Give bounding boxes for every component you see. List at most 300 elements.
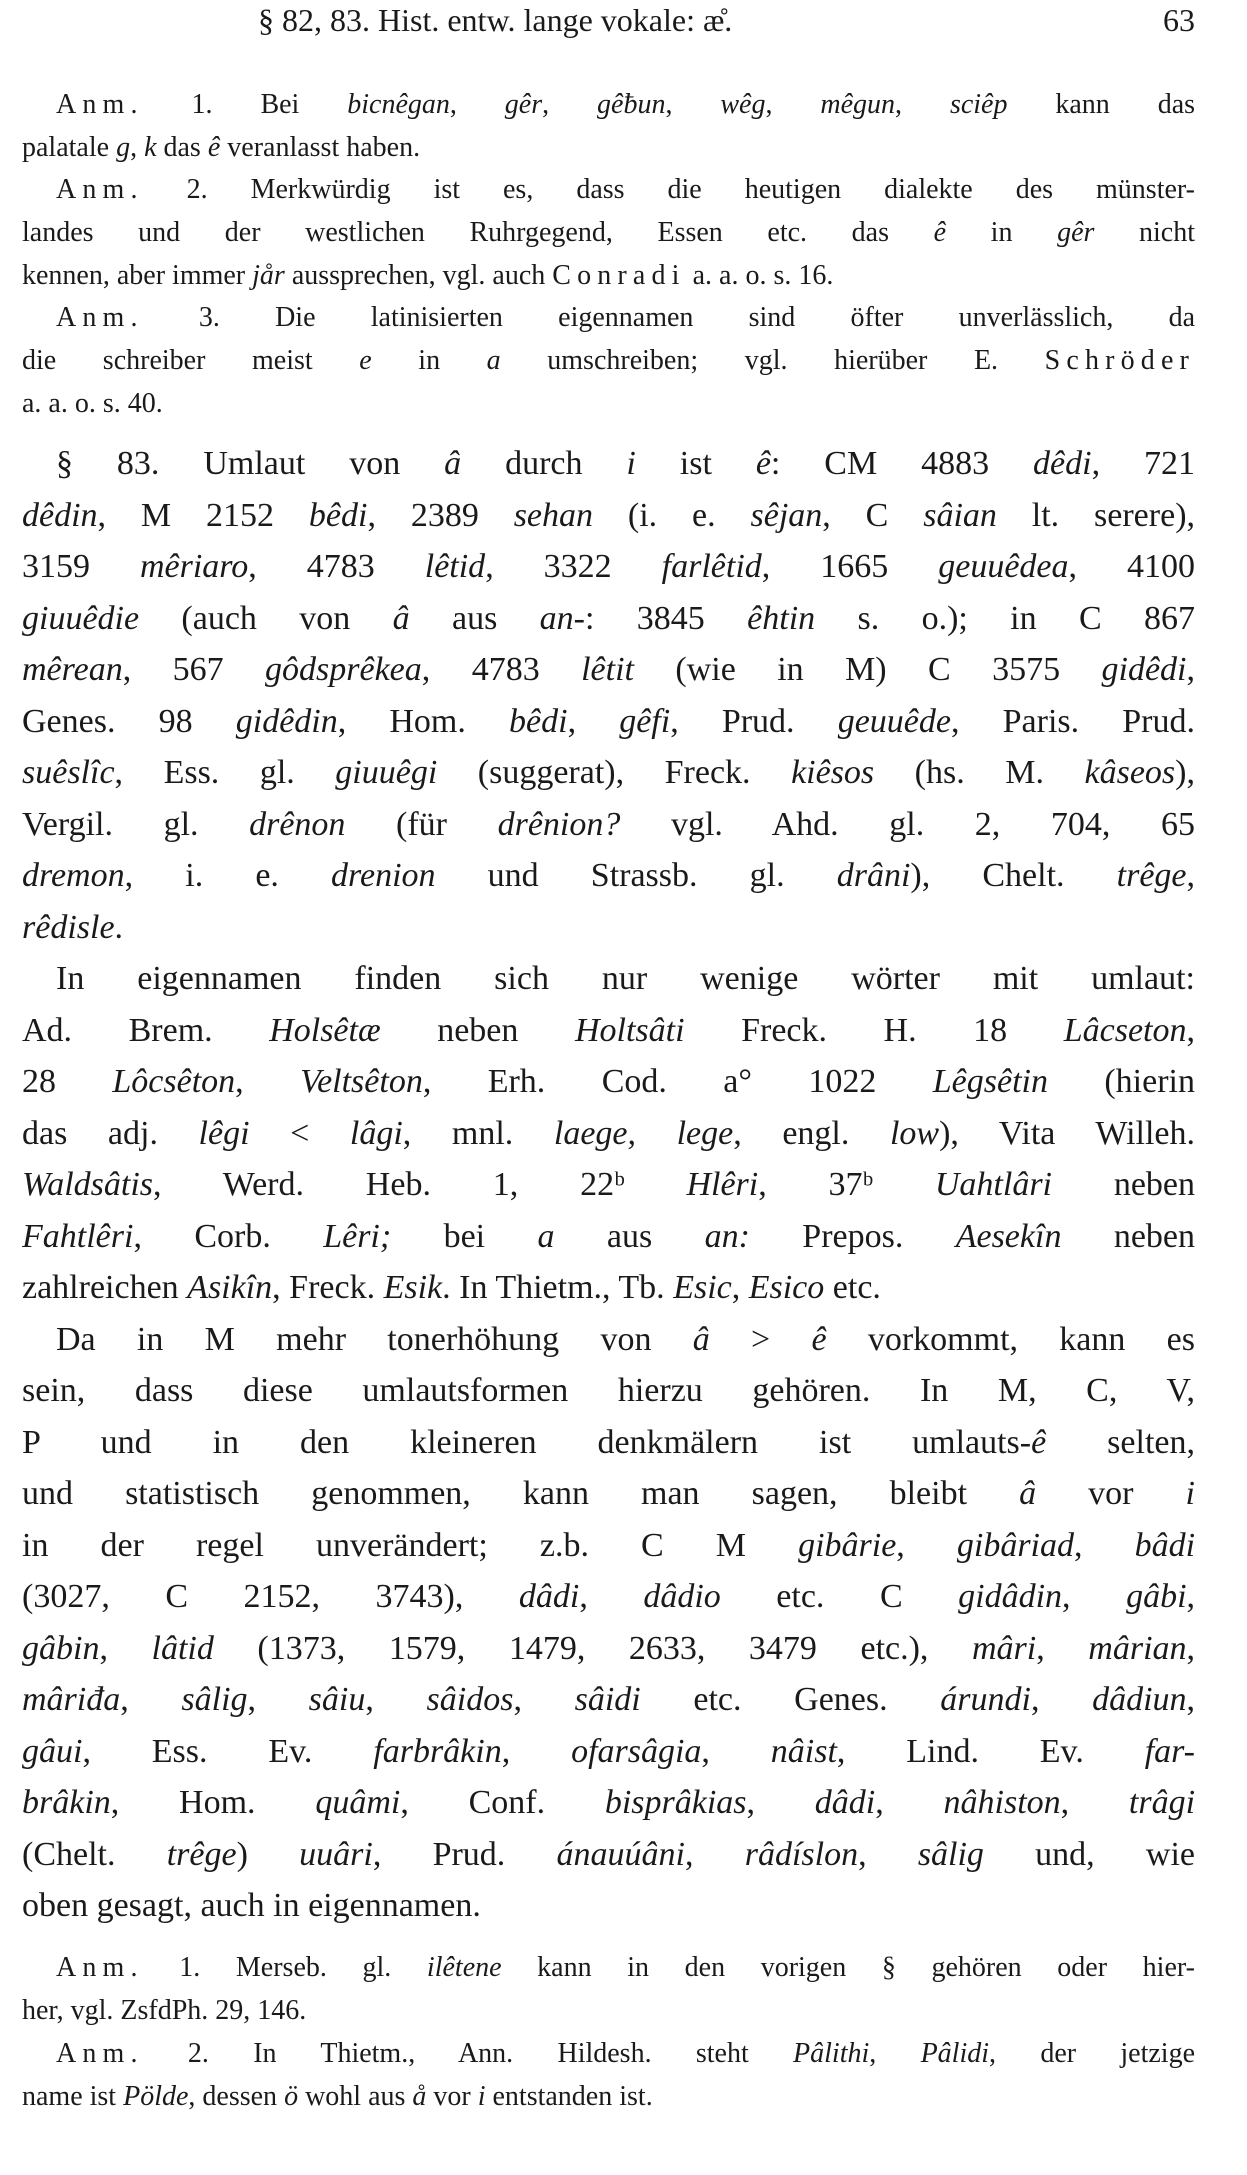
roman-text: . [114, 908, 124, 946]
spaced-text: Conradi [552, 259, 686, 291]
italic-word: far- [1144, 1732, 1195, 1770]
italic-word: dremon [22, 857, 125, 894]
roman-text: , [869, 2038, 921, 2069]
italic-word: Pâlidi [920, 2038, 990, 2069]
roman-text: s. o.); in C 867 [815, 599, 1195, 637]
text-line [22, 84, 1195, 127]
roman-text: und statistisch genommen, kann man sagen, bleibt [22, 1475, 1020, 1512]
roman-text: , 2389 [367, 496, 514, 534]
italic-word: â [1019, 1475, 1037, 1512]
italic-word: gâui [22, 1732, 83, 1770]
roman-text: entstanden ist. [485, 2081, 653, 2112]
roman-text: , [1030, 1681, 1093, 1718]
paragraph [22, 169, 1195, 297]
italic-word: bêdi [308, 496, 368, 534]
italic-word: geuuêde [837, 702, 951, 740]
roman-text: , Corb. [133, 1217, 324, 1255]
roman-text: , mnl. [402, 1114, 554, 1152]
roman-text: , [1186, 651, 1195, 688]
text-line [22, 1777, 1195, 1829]
roman-text: 1. Merseb. gl. [143, 1952, 427, 1983]
italic-word: dâdio [643, 1578, 721, 1615]
roman-text: , [1060, 1784, 1129, 1821]
roman-text: , [120, 1681, 182, 1718]
italic-word: nâhiston [943, 1784, 1061, 1821]
italic-word: k [144, 131, 157, 163]
italic-word: Lâcseton [1063, 1011, 1187, 1049]
text-line [22, 383, 1195, 426]
text-line [22, 1417, 1195, 1469]
italic-word: uuâri [299, 1835, 373, 1873]
roman-text: , [365, 1681, 427, 1718]
spaced-text: Anm. [56, 1952, 144, 1983]
roman-text: her, vgl. ZsfdPh. 29, 146. [22, 1995, 307, 2026]
italic-word: gêr [1057, 217, 1095, 249]
roman-text: palatale [22, 131, 117, 163]
italic-word: ê [207, 131, 221, 163]
roman-text: (1373, 1579, 1479, 2633, 3479 etc.), [213, 1629, 972, 1667]
text-line [22, 850, 1195, 902]
roman-text: , Paris. Prud. [950, 702, 1195, 740]
text-line [22, 799, 1195, 851]
italic-word: Lêri; [323, 1217, 392, 1255]
page-number: 63 [1163, 2, 1195, 38]
text-line [22, 1946, 1195, 1989]
roman-text: aussprechen, vgl. auch [284, 259, 553, 291]
roman-text: Ad. Brem. [22, 1011, 270, 1049]
roman-text: 2. Merkwürdig ist es, dass die heutigen dialekte des münster- [143, 174, 1195, 206]
text-line [22, 1314, 1195, 1366]
roman-text: ) [236, 1835, 300, 1873]
italic-word: â [444, 445, 462, 482]
roman-text: , [858, 1835, 918, 1873]
italic-word: bicnêgan [347, 89, 450, 120]
italic-word: brâkin [22, 1784, 111, 1821]
italic-word: sehan [513, 496, 594, 534]
italic-word: dêdin [22, 496, 98, 534]
roman-text: lt. serere), [996, 496, 1195, 534]
roman-text: , Hom. [337, 702, 510, 740]
text-line [22, 1056, 1195, 1108]
roman-text: Freck. H. 18 [684, 1011, 1064, 1049]
roman-text: , Prud. [372, 1835, 557, 1873]
roman-text: kann das [1007, 89, 1195, 120]
italic-word: gêƀun [597, 89, 666, 120]
italic-word: lâtid [151, 1629, 214, 1667]
italic-word: gidêdi [1101, 651, 1187, 688]
text-line [22, 212, 1195, 255]
spaced-text: Anm. [56, 89, 144, 120]
roman-text: , [895, 89, 950, 120]
roman-text: , [684, 1835, 745, 1873]
italic-word: árundi [940, 1681, 1031, 1718]
italic-word: ê [811, 1320, 827, 1358]
spaced-text: Anm. [56, 302, 144, 334]
italic-word: wêg [720, 89, 766, 120]
roman-text: , 37ᵇ [758, 1166, 935, 1203]
italic-word: Asikîn [187, 1269, 273, 1306]
italic-word: Aesekîn [955, 1217, 1062, 1255]
roman-text: (hs. M. [874, 754, 1085, 791]
roman-text: , [896, 1526, 957, 1564]
roman-text: kann in den vorigen § gehören oder hier- [501, 1952, 1195, 1983]
italic-word: gidêdin [235, 702, 338, 740]
text-line [22, 1829, 1195, 1881]
italic-word: bêdi [509, 702, 568, 740]
italic-word: Lêgsêtin [932, 1063, 1048, 1100]
roman-text: , Prud. [670, 702, 838, 740]
roman-text: , [513, 1681, 575, 1718]
roman-text: (suggerat), Freck. [437, 754, 792, 791]
italic-word: Lôcsêton [112, 1063, 236, 1100]
italic-word: mâriđa [22, 1681, 121, 1718]
italic-word: drênion? [497, 805, 621, 843]
roman-text: , [1074, 1526, 1135, 1564]
italic-word: Veltsêton [300, 1063, 423, 1100]
italic-word: bâdi [1134, 1526, 1195, 1564]
italic-word: gâbi [1126, 1578, 1187, 1615]
roman-text: das [156, 131, 208, 163]
italic-word: kâseos [1084, 754, 1176, 791]
text-line [22, 127, 1195, 170]
italic-word: drâni [836, 857, 911, 894]
text-line [22, 1005, 1195, 1057]
text-line [22, 438, 1195, 490]
roman-text: In eigennamen finden sich nur wenige wörter mit umlaut: [56, 960, 1195, 997]
italic-word: â [692, 1320, 710, 1358]
roman-text: , 567 [122, 651, 266, 688]
roman-text: , Conf. [400, 1784, 605, 1821]
italic-word: å [412, 2081, 427, 2112]
italic-word: sâiu [308, 1681, 366, 1718]
roman-text: , [449, 89, 505, 120]
text-line [22, 1520, 1195, 1572]
roman-text: , [765, 89, 821, 120]
italic-word: mêriaro [139, 548, 249, 585]
text-line [22, 593, 1195, 645]
italic-word: a [486, 345, 501, 377]
roman-text: , 3322 [485, 548, 662, 585]
text-line [22, 541, 1195, 593]
roman-text: < [249, 1114, 350, 1152]
roman-text: , [701, 1732, 771, 1770]
roman-text: (auch von [139, 599, 393, 637]
roman-text: und, wie [983, 1835, 1195, 1873]
roman-text: , 4783 [421, 651, 582, 688]
italic-word: suêslîc [22, 754, 115, 791]
roman-text: , 4783 [248, 548, 425, 585]
roman-text: (i. e. [593, 496, 751, 534]
italic-word: mêrean [22, 651, 123, 688]
text-line [22, 902, 1195, 954]
paragraph [22, 953, 1195, 1314]
roman-text: , [130, 131, 145, 163]
header-title: § 82, 83. Hist. entw. lange vokale: æ̊. [258, 2, 733, 38]
roman-text: a. a. o. s. 40. [22, 387, 163, 419]
italic-word: g [116, 131, 131, 163]
italic-word: râdíslon [744, 1835, 859, 1873]
roman-text: 1. Bei [143, 89, 348, 120]
italic-word: gêr [504, 89, 543, 120]
italic-word: i [1185, 1475, 1195, 1512]
roman-text: Genes. 98 [22, 702, 236, 740]
roman-text: , [247, 1681, 309, 1718]
roman-text: (wie in M) C 3575 [633, 651, 1102, 688]
roman-text: , [875, 1784, 944, 1821]
text-line [22, 1262, 1195, 1314]
running-header [22, 2, 1195, 46]
roman-text: Da in M mehr tonerhöhung von [56, 1320, 693, 1358]
roman-text: , [99, 1629, 152, 1667]
italic-word: ê [755, 445, 771, 482]
italic-word: ánauúâni [556, 1835, 685, 1873]
text-line [22, 169, 1195, 212]
italic-word: trêge [1116, 857, 1187, 894]
italic-word: dâdiun [1092, 1681, 1187, 1718]
italic-word: dâdi [518, 1578, 580, 1615]
text-line [22, 255, 1195, 298]
roman-text: aus [554, 1217, 705, 1255]
roman-text: und Strassb. gl. [435, 857, 837, 894]
roman-text: , 4100 [1068, 548, 1195, 585]
roman-text: die schreiber meist [22, 345, 360, 377]
roman-text: etc. C [720, 1578, 959, 1615]
text-line [22, 2032, 1195, 2075]
italic-word: Esik [383, 1269, 443, 1306]
italic-word: sâlig [917, 1835, 984, 1873]
paragraph [22, 438, 1195, 953]
italic-word: sâidos [426, 1681, 514, 1718]
roman-text: neben [1052, 1166, 1195, 1203]
roman-text: P und in den kleineren denkmälern ist umlauts- [22, 1423, 1032, 1461]
roman-text: zahlreichen [22, 1269, 188, 1306]
italic-word: dâdi [814, 1784, 876, 1821]
roman-text: , 721 [1091, 445, 1195, 482]
roman-text: a. a. o. s. 16. [685, 259, 834, 291]
text-line [22, 340, 1195, 383]
roman-text: (für [345, 805, 498, 843]
italic-word: drênon [249, 805, 346, 843]
italic-word: farbrâkin [373, 1732, 502, 1770]
roman-text: etc. Genes. [640, 1681, 941, 1718]
italic-word: a [537, 1217, 555, 1255]
paragraph [22, 1946, 1195, 2032]
roman-text: neben [380, 1011, 575, 1049]
roman-text: , [665, 89, 721, 120]
italic-word: gibâriad [956, 1526, 1074, 1564]
italic-word: geuuêdea [938, 548, 1069, 585]
roman-text: , M 2152 [97, 496, 309, 534]
roman-text: , [1062, 1578, 1127, 1615]
italic-word: dêdi [1033, 445, 1092, 482]
italic-word: Esico [748, 1269, 825, 1306]
italic-word: lêgi [198, 1114, 250, 1152]
spaced-text: Schröder [1044, 345, 1195, 377]
italic-word: low [889, 1114, 940, 1152]
roman-text: § 83. Umlaut von [56, 445, 445, 482]
roman-text: name ist [22, 2081, 124, 2112]
roman-text: , i. e. [124, 857, 332, 894]
spaced-text: Anm. [56, 2038, 144, 2069]
italic-word: i [626, 445, 636, 482]
roman-text: , 1665 [761, 548, 939, 585]
italic-word: ilêtene [426, 1952, 502, 1983]
italic-word: Hlêri [686, 1166, 759, 1203]
roman-text: , der jetzige [989, 2038, 1195, 2069]
text-line [22, 1623, 1195, 1675]
italic-word: gidâdin [958, 1578, 1063, 1615]
italic-word: mâri [971, 1629, 1037, 1667]
text-line [22, 1159, 1195, 1211]
italic-word: mêgun [820, 89, 896, 120]
roman-text: , [542, 89, 598, 120]
roman-text: umschreiben; vgl. hierüber E. [500, 345, 1045, 377]
roman-text: nicht [1094, 217, 1195, 249]
italic-word: quâmi [315, 1784, 401, 1821]
italic-word: jår [252, 259, 285, 291]
italic-word: mârian [1088, 1629, 1187, 1667]
italic-word: Holtsâti [574, 1011, 685, 1049]
roman-text: , Lind. Ev. [836, 1732, 1145, 1770]
roman-text: , Hom. [110, 1784, 316, 1821]
italic-word: farlêtid [661, 548, 762, 585]
roman-text: etc. [824, 1269, 881, 1306]
roman-text: vor [426, 2081, 478, 2112]
text-line [22, 953, 1195, 1005]
roman-text: ), Vita Willeh. [939, 1114, 1195, 1152]
text-line [22, 2075, 1195, 2118]
notes-block-bottom [22, 1946, 1195, 2118]
italic-word: kiêsos [791, 754, 875, 791]
roman-text: neben [1061, 1217, 1195, 1255]
italic-word: e [359, 345, 372, 377]
italic-word: sâian [923, 496, 997, 534]
roman-text: (hierin [1047, 1063, 1195, 1100]
roman-text: , [1036, 1629, 1089, 1667]
italic-word: gibârie [798, 1526, 897, 1564]
roman-text: > [709, 1320, 812, 1358]
italic-word: sâidi [574, 1681, 641, 1718]
text-line [22, 297, 1195, 340]
main-text-section-83 [22, 438, 1195, 1932]
text-line [22, 747, 1195, 799]
roman-text: 3. Die latinisierten eigennamen sind öfter unverlässlich, da [143, 302, 1195, 334]
roman-text: bei [391, 1217, 538, 1255]
italic-word: i [477, 2081, 486, 2112]
paragraph [22, 297, 1195, 425]
roman-text: , Ess. Ev. [82, 1732, 374, 1770]
italic-word: lêtid [424, 548, 486, 585]
italic-word: giuuêgi [335, 754, 438, 791]
roman-text: landes und der westlichen Ruhrgegend, Essen etc. das [22, 217, 934, 249]
italic-word: Uahtlâri [934, 1166, 1052, 1203]
text-line [22, 696, 1195, 748]
roman-text: , [579, 1578, 644, 1615]
italic-word: gôdsprêkea [265, 651, 422, 688]
roman-text: ), [1175, 754, 1195, 791]
roman-text: , [1186, 1578, 1195, 1615]
text-line [22, 1880, 1195, 1932]
roman-text: : 3845 [585, 599, 748, 637]
italic-word: laege, lege [553, 1114, 734, 1152]
roman-text: selten, [1046, 1423, 1195, 1461]
italic-word: trêge [166, 1835, 237, 1873]
roman-text: ), Chelt. [910, 857, 1117, 894]
paragraph [22, 2032, 1195, 2118]
italic-word: gâbin [22, 1629, 100, 1667]
roman-text: , C [822, 496, 924, 534]
roman-text: ist [635, 445, 756, 482]
roman-text: , [731, 1269, 749, 1306]
roman-text: Vergil. gl. [22, 805, 250, 843]
italic-word: an: [704, 1217, 750, 1255]
text-line [22, 1674, 1195, 1726]
italic-word: Waldsâtis [22, 1166, 154, 1203]
roman-text: , [567, 702, 620, 740]
roman-text: , [746, 1784, 815, 1821]
roman-text: das adj. [22, 1114, 199, 1152]
paragraph [22, 84, 1195, 169]
italic-word: Pölde [123, 2081, 189, 2112]
italic-word: sciêp [949, 89, 1008, 120]
roman-text: , [1186, 1681, 1195, 1718]
italic-word: giuuêdie [22, 599, 140, 637]
roman-text: (3027, C 2152, 3743), [22, 1578, 519, 1615]
roman-text: vorkommt, kann es [826, 1320, 1195, 1358]
roman-text: , [1186, 1011, 1195, 1049]
roman-text: vor [1036, 1475, 1186, 1512]
text-line [22, 1989, 1195, 2032]
italic-word: sêjan [750, 496, 823, 534]
text-line [22, 1468, 1195, 1520]
text-line [22, 1365, 1195, 1417]
roman-text: 28 [22, 1063, 113, 1100]
text-line [22, 1571, 1195, 1623]
italic-word: nâist [770, 1732, 837, 1770]
roman-text: kennen, aber immer [22, 259, 253, 291]
notes-block-top [22, 84, 1195, 426]
roman-text: , dessen [188, 2081, 285, 2112]
roman-text: in [371, 345, 487, 377]
italic-word: â [392, 599, 410, 637]
italic-word: trâgi [1128, 1784, 1195, 1821]
roman-text: in [946, 217, 1058, 249]
italic-word: Esic [673, 1269, 732, 1306]
italic-word: drenion [331, 857, 436, 894]
roman-text: veranlasst haben. [220, 131, 421, 163]
italic-word: ö [284, 2081, 299, 2112]
roman-text: , Freck. [272, 1269, 384, 1306]
text-line [22, 1108, 1195, 1160]
roman-text: Prepos. [749, 1217, 956, 1255]
roman-text: , Werd. Heb. 1, 22ᵇ [153, 1166, 687, 1203]
roman-text: sein, dass diese umlautsformen hierzu gehören. In M, C, V, [22, 1372, 1195, 1409]
roman-text: vgl. Ahd. gl. 2, 704, 65 [620, 805, 1195, 843]
roman-text: durch [461, 445, 627, 482]
roman-text: , Erh. Cod. a° 1022 [422, 1063, 933, 1100]
roman-text: in der regel unverändert; z.b. C M [22, 1526, 799, 1564]
italic-word: sâlig [181, 1681, 248, 1718]
text-line [22, 490, 1195, 542]
roman-text: , [235, 1063, 301, 1100]
italic-word: Fahtlêri [22, 1217, 134, 1255]
text-line [22, 1211, 1195, 1263]
roman-text: 3159 [22, 548, 140, 585]
roman-text: : CM 4883 [770, 445, 1034, 482]
roman-text: wohl aus [298, 2081, 413, 2112]
roman-text: 2. In Thietm., Ann. Hildesh. steht [143, 2038, 794, 2069]
roman-text: , [501, 1732, 572, 1770]
